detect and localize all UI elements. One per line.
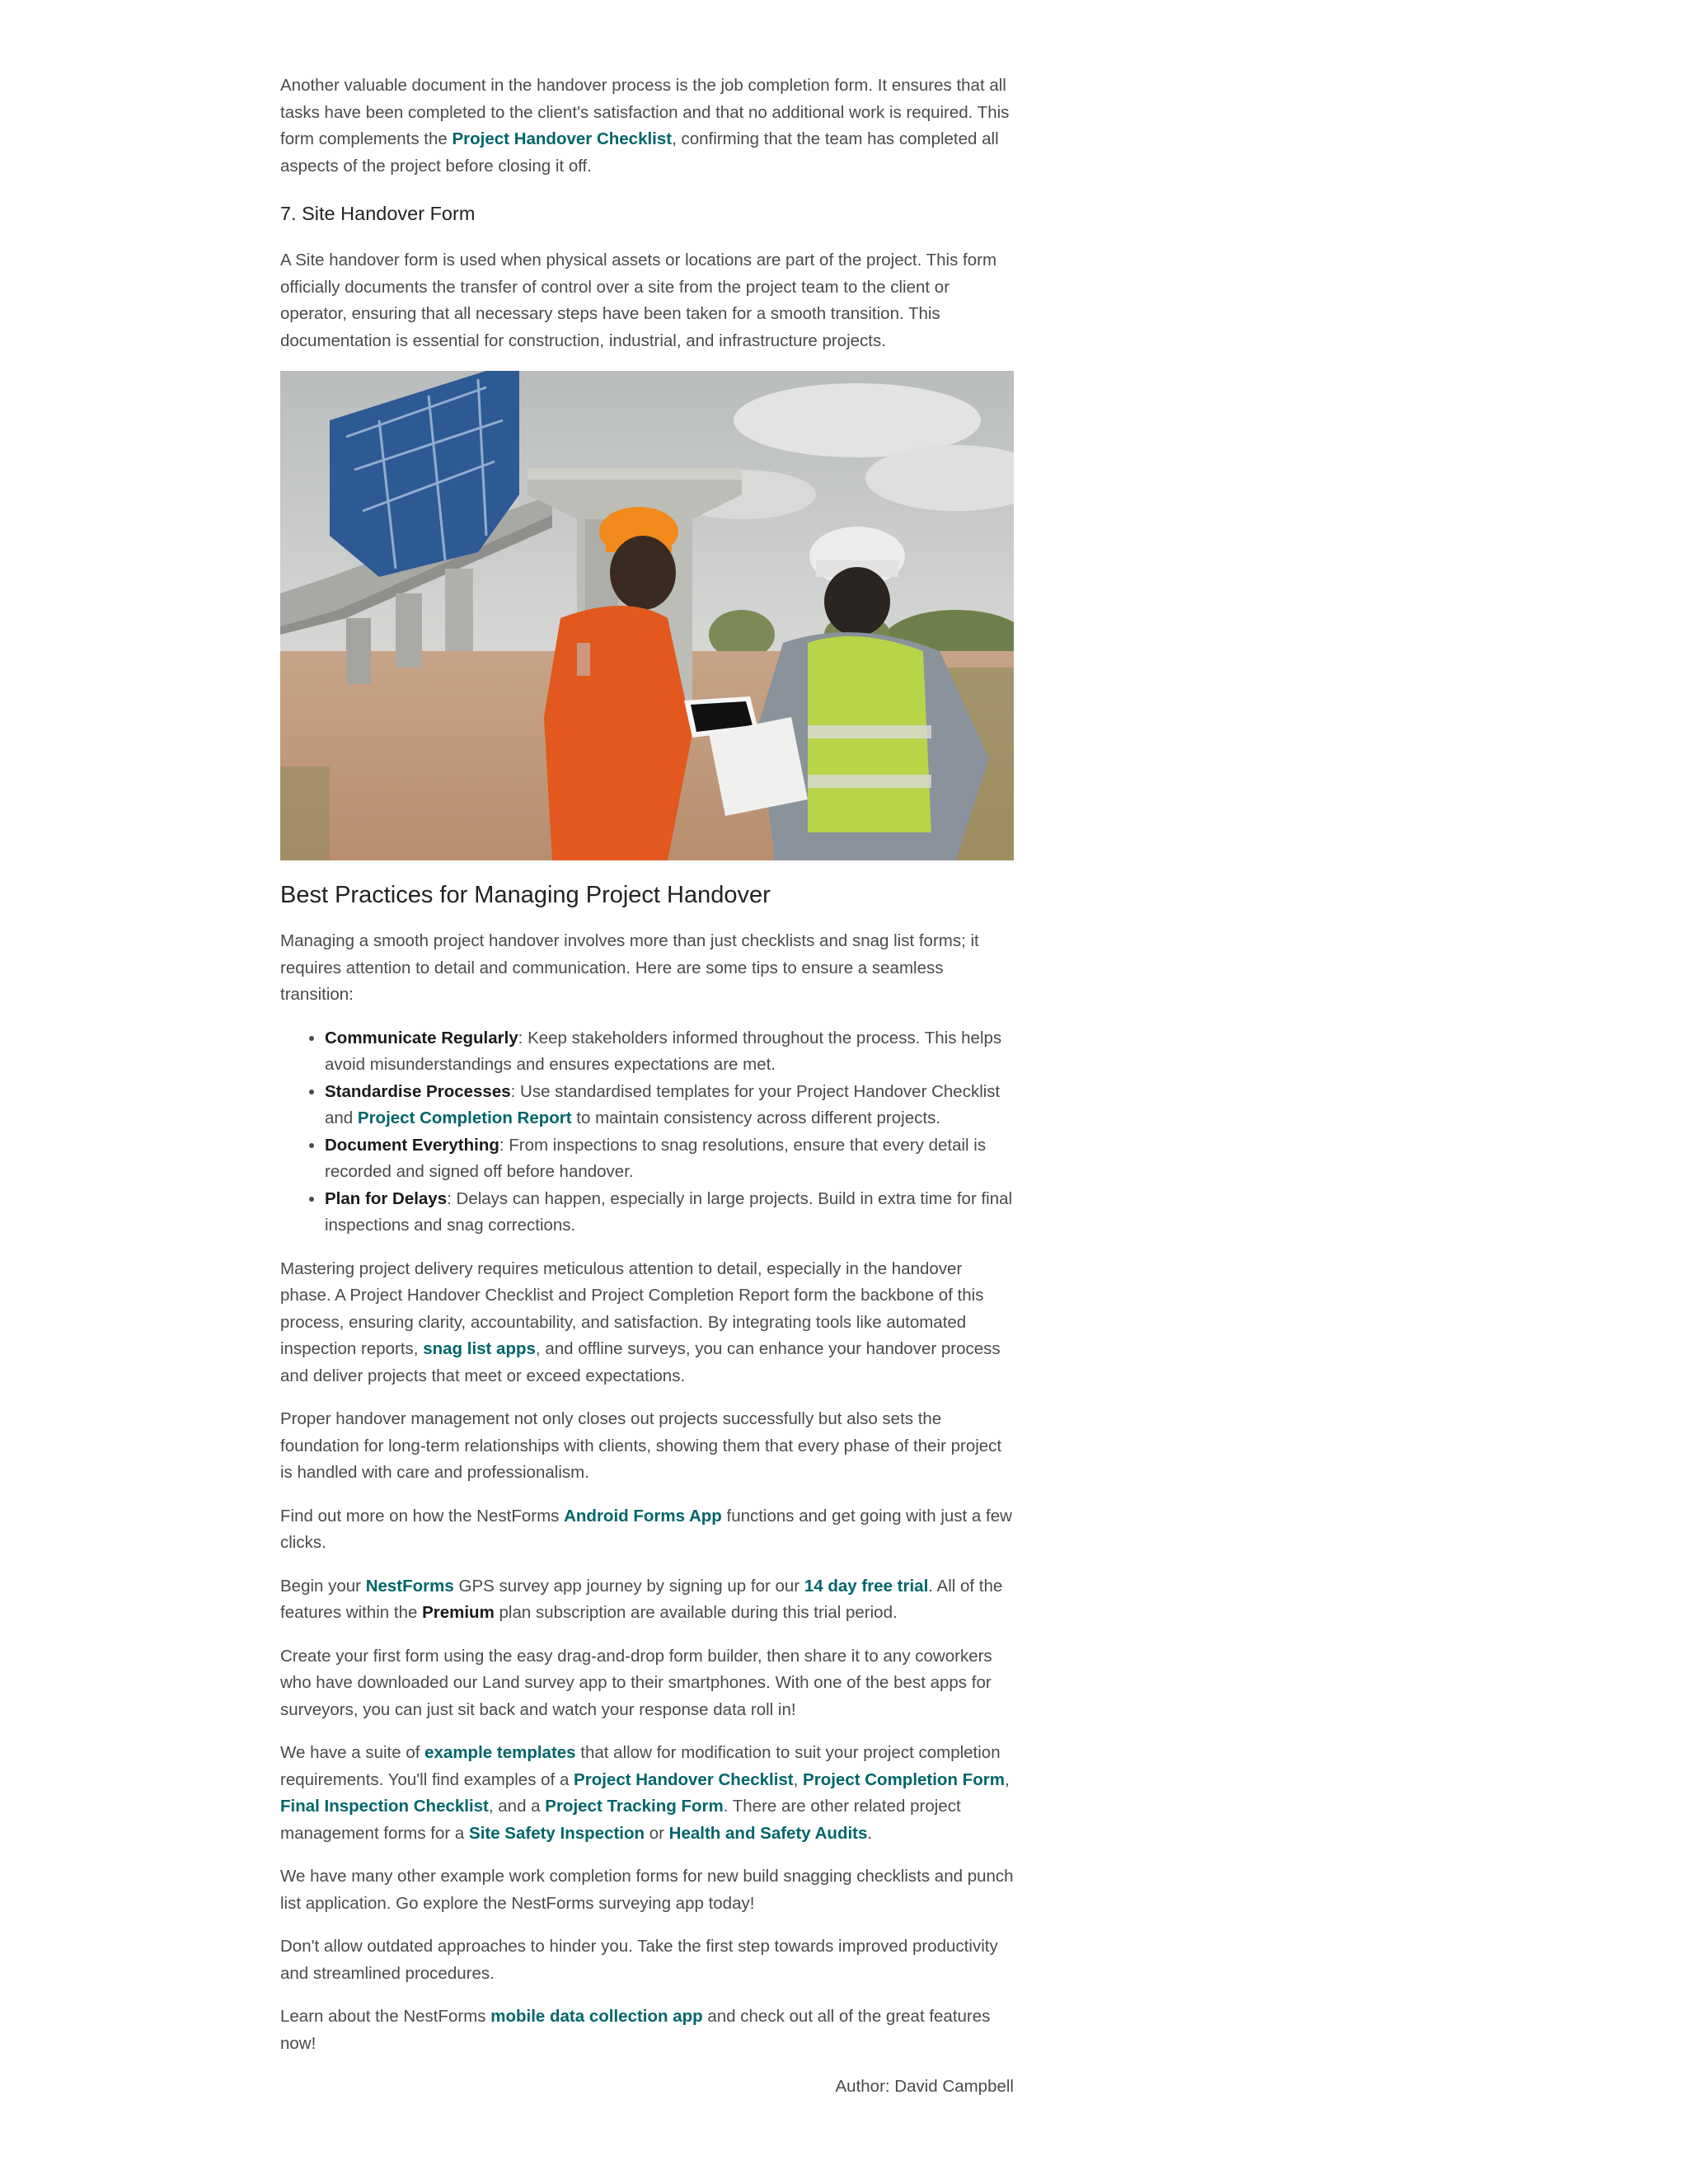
best-practices-intro: Managing a smooth project handover involves more than just checklists and snag list forms; it requires attention to detail and communication. Here are some tips to ensure a seamless transition: <box>280 931 979 1004</box>
tip-text: : Keep stakeholders informed throughout the process. This helps avoid misunderstandings and ensures expectations are met. <box>325 1028 1002 1074</box>
text: . <box>867 1823 873 1843</box>
free-trial-link[interactable]: 14 day free trial <box>804 1576 929 1596</box>
tip-title: Plan for Delays <box>325 1188 448 1208</box>
project-completion-report-link[interactable]: Project Completion Report <box>357 1108 572 1127</box>
premium-label: Premium <box>422 1603 495 1622</box>
nestforms-link[interactable]: NestForms <box>365 1576 454 1596</box>
handover-management-paragraph: Proper handover management not only closes out projects successfully but also sets the foundation for long-term relationships with clients, showing them that every phase of their project is handled with care and professionalism. <box>280 1409 1002 1482</box>
tips-list <box>280 1025 1014 1240</box>
project-handover-checklist-link[interactable]: Project Handover Checklist <box>452 129 673 148</box>
site-handover-heading: 7. Site Handover Form <box>280 203 476 224</box>
form-builder-paragraph: Create your first form using the easy drag-and-drop form builder, then share it to any coworkers who have downloaded our Land survey app to their smartphones. With one of the best apps for surveyors, you can just sit back and watch your response data roll in! <box>280 1646 992 1719</box>
android-app-paragraph <box>280 1503 1014 1557</box>
final-inspection-checklist-link[interactable]: Final Inspection Checklist <box>280 1797 489 1816</box>
explore-paragraph: We have many other example work completion forms for new build snagging checklists and punch list application. Go explore the NestForms surveying app today! <box>280 1867 1014 1913</box>
text: functions and get going with just a few clicks. <box>280 1506 1012 1552</box>
tip-title: Document Everything <box>325 1135 499 1155</box>
text: Learn about the NestForms <box>280 2007 491 2026</box>
text: GPS survey app journey by signing up for our <box>453 1576 804 1596</box>
health-safety-audits-link[interactable]: Health and Safety Audits <box>668 1823 868 1843</box>
text: plan subscription are available during this trial period. <box>494 1603 898 1622</box>
text: or <box>645 1823 669 1843</box>
text: , confirming that the team has completed all aspects of the project before closing it off. <box>280 129 999 176</box>
project-tracking-form-link[interactable]: Project Tracking Form <box>545 1797 724 1816</box>
list-item <box>325 1025 1014 1079</box>
example-templates-link[interactable]: example templates <box>424 1743 576 1762</box>
text: , and a <box>488 1797 546 1816</box>
text: We have a suite of <box>280 1743 425 1762</box>
site-handover-paragraph: A Site handover form is used when physical assets or locations are part of the project. This form officially documents the transfer of control over a site from the project team to the client or operator, ensuring that all necessary steps have been taken for a smooth transition. This documentation is essential for construction, industrial, and infrastructure projects. <box>280 251 997 350</box>
snag-list-apps-link[interactable]: snag list apps <box>423 1339 536 1358</box>
tip-title: Standardise Processes <box>325 1081 511 1101</box>
tip-text: : Delays can happen, especially in large projects. Build in extra time for final inspections and snag corrections. <box>325 1188 1013 1235</box>
project-completion-form-link[interactable]: Project Completion Form <box>803 1769 1005 1789</box>
text: , <box>1004 1769 1010 1789</box>
construction-workers-photo <box>280 371 1014 860</box>
text: Another valuable document in the handover process is the job completion form. It ensures that all tasks have been completed to the client's satisfaction and that no additional work is required. This form complements the <box>280 76 1010 148</box>
author-line: Author: David Campbell <box>835 2077 1014 2096</box>
tip-title: Communicate Regularly <box>325 1028 518 1047</box>
text: Find out more on how the NestForms <box>280 1506 565 1526</box>
tip-text: : Use standardised templates for your Project Handover Checklist and <box>325 1081 1001 1127</box>
text: . There are other related project management forms for a <box>280 1797 961 1843</box>
productivity-paragraph: Don't allow outdated approaches to hinder you. Take the first step towards improved productivity and streamlined procedures. <box>280 1937 998 1983</box>
text: that allow for modification to suit your project completion requirements. You'll find examples of a <box>280 1743 1001 1789</box>
tip-text: : From inspections to snag resolutions, ensure that every detail is recorded and signed off before handover. <box>325 1135 987 1181</box>
tip-text: to maintain consistency across different projects. <box>571 1108 941 1127</box>
list-item <box>325 1079 1014 1132</box>
learn-more-paragraph <box>280 2004 1014 2057</box>
list-item <box>325 1186 1014 1240</box>
conclusion-paragraph <box>280 1256 1014 1390</box>
text: Begin your <box>280 1576 366 1596</box>
text: . All of the features within the <box>280 1576 1003 1622</box>
free-trial-paragraph <box>280 1573 1014 1627</box>
android-forms-app-link[interactable]: Android Forms App <box>564 1506 722 1526</box>
site-safety-inspection-link[interactable]: Site Safety Inspection <box>469 1823 645 1843</box>
text: and check out all of the great features now! <box>280 2007 991 2053</box>
intro-paragraph <box>280 73 1014 180</box>
templates-paragraph <box>280 1740 1014 1847</box>
article <box>280 73 1014 2117</box>
text: , and offline surveys, you can enhance your handover process and deliver projects that meet or exceed expectations. <box>280 1339 1001 1385</box>
text: Mastering project delivery requires meticulous attention to detail, especially in the handover phase. A Project Handover Checklist and Project Completion Report form the backbone of this process, ensuring clarity, accountability, and satisfaction. By integrating tools like automated inspection reports, <box>280 1258 984 1358</box>
mobile-data-collection-app-link[interactable]: mobile data collection app <box>490 2007 703 2026</box>
project-handover-checklist-link[interactable]: Project Handover Checklist <box>574 1769 794 1789</box>
list-item <box>325 1132 1014 1186</box>
best-practices-heading: Best Practices for Managing Project Handover <box>280 882 771 908</box>
text: , <box>793 1769 804 1789</box>
